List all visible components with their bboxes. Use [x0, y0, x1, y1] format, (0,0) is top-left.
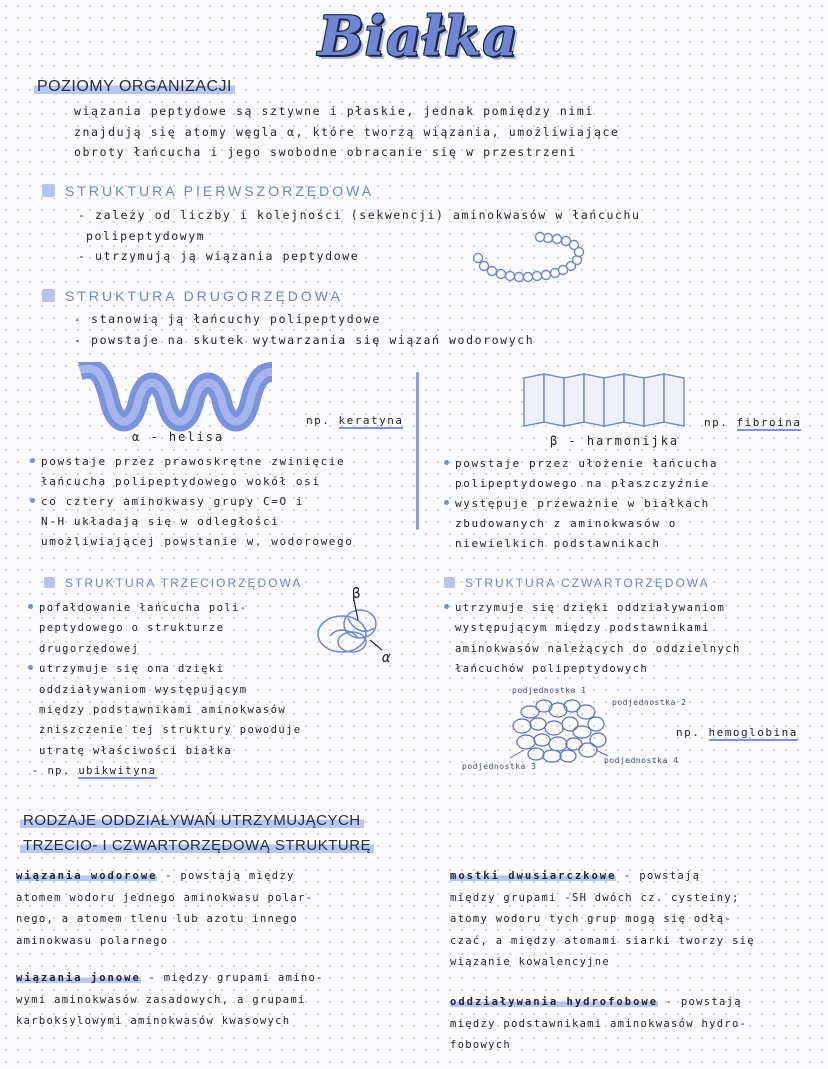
intro-line: obroty łańcucha i jego swobodne obracanie się w przestrzeni	[74, 145, 577, 159]
sheet-bullet-text: występuje przeważnie w białkach	[455, 497, 710, 510]
sheet-example	[704, 416, 801, 429]
bullet-dot-icon	[28, 604, 33, 609]
interactions-heading	[20, 808, 374, 858]
levels-intro	[74, 101, 620, 163]
quaternary-lines	[444, 598, 741, 680]
hydrogen-line: nego, a atomem tlenu lub azotu innego	[16, 913, 298, 925]
quaternary-line: występującym między podstawnikami	[455, 622, 710, 635]
hydrogen-line: - powstają między	[157, 870, 295, 882]
beta-sheet-icon	[520, 372, 688, 428]
secondary-line: - powstaje na skutek wytwarzania się wiązań wodorowych	[74, 332, 535, 347]
ionic-bonds	[16, 968, 324, 1033]
alpha-helix-icon	[76, 362, 276, 434]
primary-line: polipeptydowym	[86, 228, 206, 243]
intro-line: znajdują się atomy węgla α, które tworzą wiązania, umożliwiające	[74, 124, 620, 139]
bullet-dot-icon	[444, 460, 449, 465]
helix-bullet-text: powstaje przez prawoskrętne zwinięcie	[41, 455, 346, 468]
square-bullet-icon	[44, 577, 55, 588]
sheet-label: β - harmonijka	[550, 434, 680, 448]
sheet-bullet-text: polipeptydowego na płaszczyźnie	[455, 477, 710, 490]
tertiary-bullet-text: zniszczenie tej struktury powoduje	[39, 724, 302, 737]
helix-bullet-text: N-H układają się w odległości	[41, 515, 280, 528]
hydrophobic-line: między podstawnikami aminokwasów hydro-	[450, 1017, 748, 1030]
quaternary-line: utrzymuje się dzięki oddziaływaniom	[455, 602, 726, 614]
helix-bullet-text: co cztery aminokwasy grupy C=O i	[41, 495, 305, 508]
ionic-term: wiązania jonowe	[16, 972, 141, 984]
tertiary-bullet-text: utratę właściwości białka	[39, 744, 233, 757]
primary-title	[42, 183, 374, 199]
quaternary-example	[676, 726, 798, 739]
quaternary-title	[444, 576, 710, 590]
tertiary-title	[44, 576, 302, 590]
np-prefix: np.	[704, 416, 729, 429]
hydrogen-term: wiązania wodorowe	[16, 870, 158, 882]
hydrogen-bonds	[16, 866, 313, 952]
disulfide-line: wiązanie kowalencyjne	[450, 956, 611, 968]
sheet-bullet-text: niewielkich podstawnikach	[455, 537, 661, 550]
tertiary-bullet-text: między podstawnikami aminokwasów	[39, 704, 287, 717]
hydrophobic-interactions	[450, 992, 747, 1057]
disulfide-line: między grupami -SH dwóch cz. cysteiny;	[450, 891, 740, 904]
hydrophobic-line: - powstają	[658, 996, 742, 1008]
hydrogen-line: atomem wodoru jednego aminokwasu polar-	[16, 891, 314, 904]
quaternary-title-text: STRUKTURA CZWARTORZĘDOWA	[465, 576, 710, 590]
square-bullet-icon	[42, 184, 55, 197]
page-title: Białka	[318, 4, 519, 68]
subunit-2-label: podjednostka 2	[612, 698, 687, 707]
tertiary-example-name: ubikwityna	[78, 765, 157, 778]
secondary-line: - stanowią ją łańcuchy polipeptydowe	[74, 312, 381, 326]
ionic-line: karboksylowymi aminokwasów kwasowych	[16, 1015, 291, 1027]
tertiary-bullets	[28, 598, 302, 782]
sheet-example-name: fibroina	[736, 416, 802, 429]
beta-label: β	[352, 586, 361, 602]
bullet-dot-icon	[444, 604, 449, 609]
secondary-title-text: STRUKTURA DRUGORZĘDOWA	[65, 288, 343, 304]
tertiary-bullet-text: utrzymuje się ona dzięki	[39, 663, 225, 676]
np-prefix: np.	[306, 414, 331, 427]
disulfide-bridges	[450, 866, 755, 974]
helix-example	[306, 414, 403, 427]
intro-line: wiązania peptydowe są sztywne i płaskie, jednak pomiędzy nimi	[74, 104, 594, 118]
interactions-heading-line: RODZAJE ODDZIAŁYWAŃ UTRZYMUJĄCYCH	[20, 812, 364, 829]
ionic-line: - między grupami amino-	[140, 972, 324, 984]
secondary-lines	[74, 309, 534, 350]
quaternary-line: łańcuchów polipeptydowych	[455, 663, 649, 676]
disulfide-line: - powstają	[616, 870, 701, 882]
sheet-bullets	[444, 454, 718, 554]
disulfide-term: mostki dwusiarczkowe	[450, 870, 617, 882]
levels-heading	[34, 76, 235, 96]
tertiary-title-text: STRUKTURA TRZECIORZĘDOWA	[65, 576, 303, 590]
secondary-title	[42, 288, 343, 304]
sheet-bullet-text: powstaje przez ułożenie łańcucha	[455, 457, 719, 470]
subunit-1-label: podjednostka 1	[512, 686, 587, 695]
primary-title-text: STRUKTURA PIERWSZORZĘDOWA	[65, 183, 375, 199]
quaternary-example-name: hemoglobina	[708, 726, 798, 739]
helix-bullet-text: umożliwiającej powstanie w. wodorowego	[41, 535, 354, 548]
square-bullet-icon	[444, 577, 455, 588]
bullet-dot-icon	[30, 458, 35, 463]
bullet-dot-icon	[30, 498, 35, 503]
tertiary-bullet-text: drugorzędowej	[39, 642, 140, 655]
sheet-bullet-text: zbudowanych z aminokwasów o	[455, 517, 678, 530]
helix-label: α - helisa	[132, 430, 225, 444]
subunit-4-label: podjednostka 4	[604, 756, 679, 765]
ubiquitin-fold-icon	[308, 590, 412, 670]
interactions-heading-line: TRZECIO- I CZWARTORZĘDOWĄ STRUKTURĘ	[20, 837, 374, 854]
np-prefix: np.	[676, 726, 701, 739]
bullet-dot-icon	[444, 500, 449, 505]
levels-heading-text: POZIOMY ORGANIZACJI	[34, 78, 235, 95]
helix-bullet-text: łańcucha polipeptydowego wokół osi	[41, 475, 321, 488]
primary-line: - utrzymują ją wiązania peptydowe	[78, 249, 360, 263]
hydrophobic-line: fobowych	[450, 1039, 511, 1051]
hydrogen-line: aminokwasu polarnego	[16, 934, 169, 947]
tertiary-bullet-text: oddziaływaniom występującym	[39, 683, 248, 696]
hydrophobic-term: oddziaływania hydrofobowe	[450, 996, 659, 1008]
square-bullet-icon	[42, 289, 55, 302]
helix-bullets	[30, 452, 353, 552]
alpha-label: α	[382, 650, 391, 666]
bullet-dot-icon	[28, 665, 33, 670]
disulfide-line: czać, a między atomami siarki tworzy się	[450, 934, 755, 947]
quaternary-line: aminokwasów należących do oddzielnych	[455, 642, 741, 655]
disulfide-line: atomy wodoru tych grup mogą się odłą-	[450, 913, 732, 925]
amino-acid-chain-icon	[468, 228, 592, 288]
helix-example-name: keratyna	[338, 414, 404, 427]
subunit-3-label: podjednostka 3	[462, 762, 537, 771]
tertiary-bullet-text: pofałdowanie łańcucha poli-	[39, 602, 248, 614]
np-prefix: - np.	[32, 765, 71, 778]
tertiary-bullet-text: peptydowego o strukturze	[39, 622, 225, 635]
column-divider	[416, 372, 419, 530]
primary-line: - zależy od liczby i kolejności (sekwencji) aminokwasów w łańcuchu	[78, 208, 641, 222]
ionic-line: wymi aminokwasów zasadowych, a grupami	[16, 993, 306, 1006]
